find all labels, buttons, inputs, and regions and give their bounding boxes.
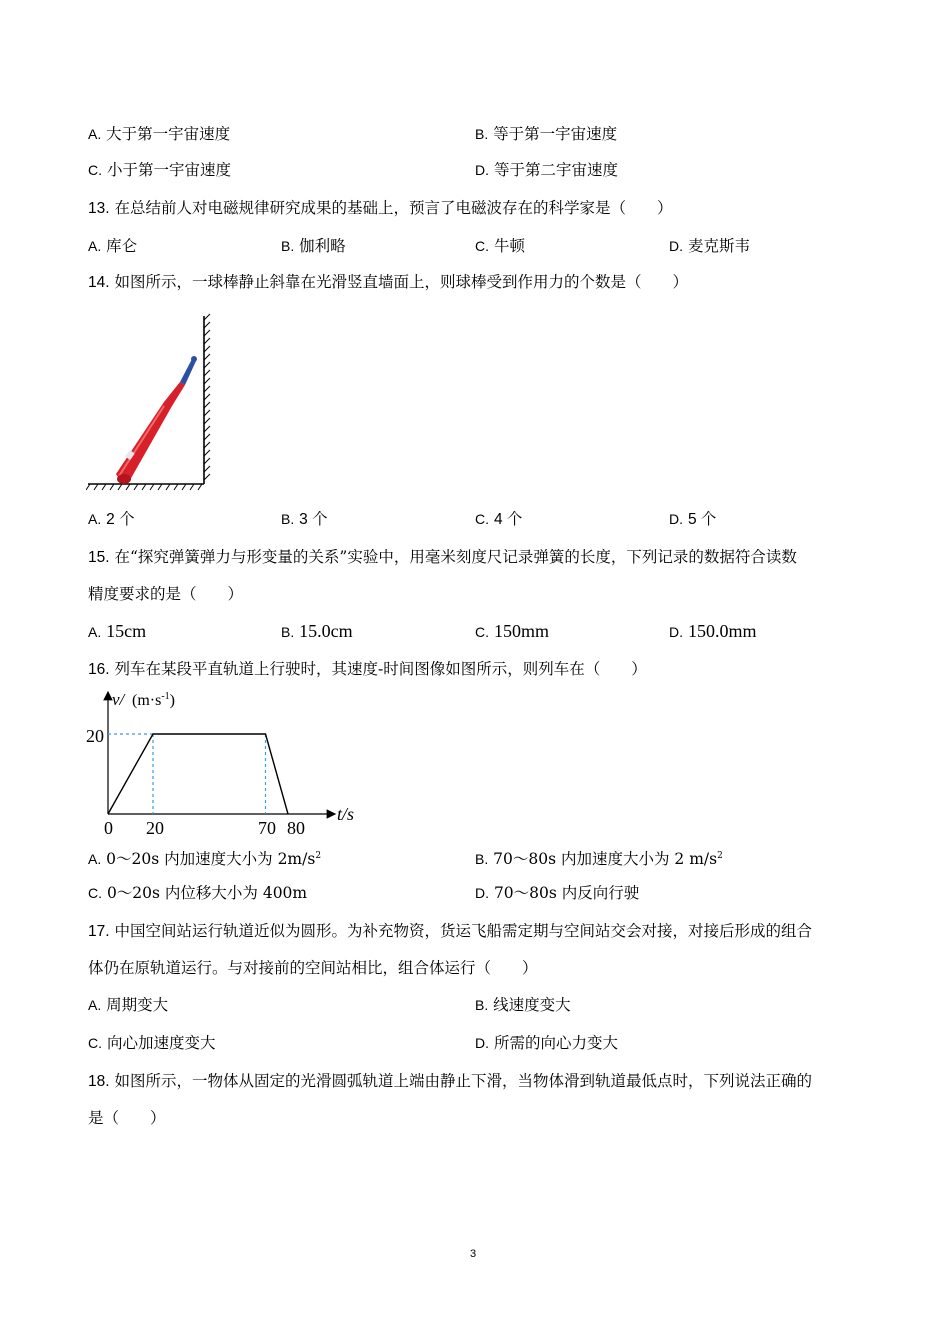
y-tick-20: 20 [86,726,104,746]
q15-option-a [88,621,146,642]
q18-stem-text-1: 如图所示，一物体从固定的光滑圆弧轨道上端由静止下滑，当物体滑到轨道最低点时，下列说法正确的 [114,1072,813,1090]
q13-stem [88,198,673,219]
q12-option-c-key: C. [88,162,102,178]
q12-option-a [88,124,230,144]
y-axis-unit: $(m\cdot s^{-1})$ [132,691,175,709]
q15-option-a-text: 15cm [106,621,147,641]
q17-option-a-text: 周期变大 [106,996,169,1014]
q18-stem-line2: 是（ ） [88,1109,166,1127]
q14-option-d-text: 5 个 [687,511,717,528]
q17-option-a-key: A. [88,997,102,1013]
q17-option-a [88,995,168,1015]
q12-option-d [475,160,618,180]
q16-option-c [88,883,307,903]
q17-stem-text-1: 中国空间站运行轨道近似为圆形。为补充物资，货运飞船需定期与空间站交会对接，对接后形成的组合 [114,922,813,940]
q17-option-d-key: D. [475,1035,489,1051]
q17-stem-line1 [88,921,812,942]
q14-option-c-text: 4 个 [493,511,523,528]
q17-stem-line2: 体仍在原轨道运行。与对接前的空间站相比，组合体运行（ ） [88,959,538,977]
q17-option-d [475,1033,618,1053]
baseball-bat [116,356,197,484]
q16-option-b-key: B. [475,851,489,868]
q16-option-c-key: C. [88,885,102,901]
reference-lines [108,734,266,814]
velocity-time-graph [80,686,370,838]
q15-option-b [281,621,353,642]
q15-option-b-text: 15.0cm [299,621,353,641]
baseball-bat-figure [86,312,216,492]
q16-option-b-sup: 2 [717,851,723,861]
q12-option-c-text: 小于第一宇宙速度 [106,161,231,179]
q13-stem-text: 在总结前人对电磁规律研究成果的基础上，预言了电磁波存在的科学家是（ ） [114,199,673,217]
q15-stem-line2: 精度要求的是（ ） [88,585,244,603]
q13-option-c-key: C. [475,238,489,254]
q16-option-a-text: 0～20s 内加速度大小为 2m/s [106,850,316,869]
q17-option-b [475,995,571,1015]
q14-option-d-key: D. [669,511,683,527]
q12-option-c [88,160,231,180]
q15-option-d [669,621,756,642]
q13-number: 13. [88,200,110,217]
x-tick-70: 70 [258,818,276,838]
x-tick-20: 20 [146,818,164,838]
q13-option-b [281,236,346,256]
wall-hatching [204,314,210,480]
q13-option-d-key: D. [669,238,683,254]
q14-option-c [475,509,522,530]
q16-option-a-sup: 2 [315,851,322,861]
q12-option-b-key: B. [475,126,489,142]
q13-option-a-text: 库仑 [106,237,138,255]
q14-option-b [281,509,328,530]
page-number: 3 [470,1248,477,1260]
q16-option-b-text: 70～80s 内加速度大小为 2 m/s [493,850,718,869]
q13-option-b-key: B. [281,238,295,254]
q16-option-d-key: D. [475,885,489,901]
q16-stem-text: 列车在某段平直轨道上行驶时，其速度-时间图像如图所示，则列车在（ ） [114,660,647,678]
q15-option-c [475,621,549,642]
q16-option-d [475,883,639,903]
q15-stem-text-1: 在“探究弹簧弹力与形变量的关系”实验中，用毫米刻度尺记录弹簧的长度，下列记录的数据符合读数 [114,548,797,566]
q12-option-b [475,124,617,144]
q15-option-c-key: C. [475,624,489,640]
q14-stem-text: 如图所示，一球棒静止斜靠在光滑竖直墙面上，则球棒受到作用力的个数是（ ） [114,273,689,291]
x-tick-80: 80 [287,818,305,838]
q14-option-c-key: C. [475,511,489,527]
q15-option-a-key: A. [88,624,102,640]
q17-option-c-key: C. [88,1035,102,1051]
q16-option-a-key: A. [88,851,102,868]
q16-option-d-text: 70～80s 内反向行驶 [493,884,640,902]
q17-option-d-text: 所需的向心力变大 [493,1034,618,1052]
floor-hatching [86,484,202,490]
q16-stem [88,659,647,680]
q13-option-d [669,236,750,256]
q15-option-c-text: 150mm [493,621,549,641]
q15-option-d-key: D. [669,624,683,640]
q18-stem-line1 [88,1071,812,1092]
q14-option-a-text: 2 个 [106,511,135,528]
q14-option-d [669,509,716,530]
q16-option-c-text: 0～20s 内位移大小为 400m [106,884,308,902]
q16-option-a [88,846,321,869]
q15-number: 15. [88,549,110,566]
q18-number: 18. [88,1073,110,1090]
q12-option-a-text: 大于第一宇宙速度 [106,125,231,143]
q13-option-a-key: A. [88,238,102,254]
q14-number: 14. [88,274,110,291]
q17-option-b-text: 线速度变大 [493,996,571,1014]
q13-option-d-text: 麦克斯韦 [687,237,750,255]
q13-option-b-text: 伽利略 [299,237,346,255]
q14-option-a-key: A. [88,511,102,527]
q13-option-c [475,236,525,256]
q12-option-d-text: 等于第二宇宙速度 [493,161,618,179]
q14-stem [88,272,688,293]
q17-option-b-key: B. [475,997,489,1013]
q17-option-c-text: 向心加速度变大 [106,1034,216,1052]
q13-option-a [88,236,137,256]
q12-option-a-key: A. [88,126,102,142]
q16-option-b [475,846,723,869]
velocity-series-line [108,734,288,814]
q16-number: 16. [88,661,110,678]
q13-option-c-text: 牛顿 [493,237,525,255]
x-axis-label: t/s [337,804,355,824]
x-tick-0: 0 [104,818,113,838]
q14-option-b-text: 3 个 [299,511,328,528]
q17-number: 17. [88,923,110,940]
y-axis-label: v/ [112,690,125,709]
q12-option-b-text: 等于第一宇宙速度 [493,125,618,143]
q15-option-b-key: B. [281,624,295,640]
q14-option-b-key: B. [281,511,295,527]
q17-option-c [88,1033,215,1053]
q14-option-a [88,509,135,530]
q15-option-d-text: 150.0mm [687,621,757,641]
q15-stem-line1 [88,547,797,568]
q12-option-d-key: D. [475,162,489,178]
